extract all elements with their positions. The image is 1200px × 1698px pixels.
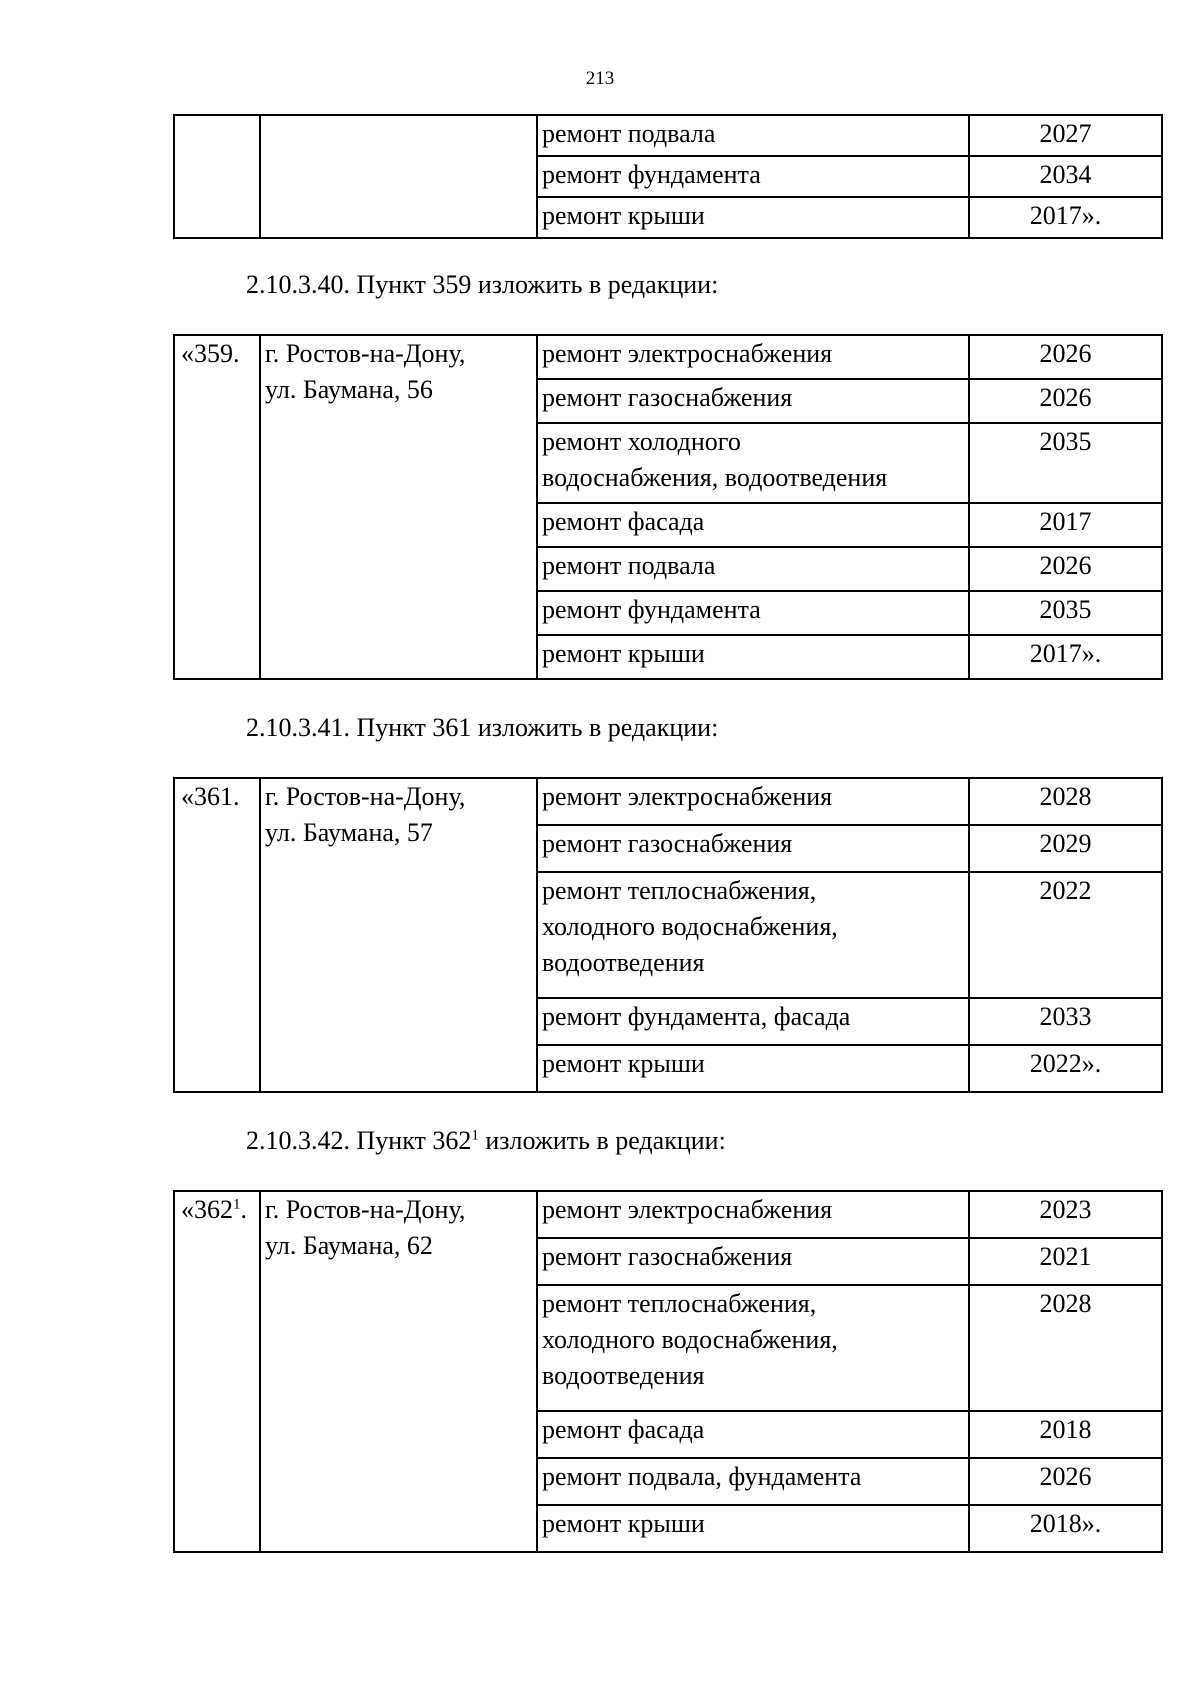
- work-line: водоснабжения, водоотведения: [542, 463, 888, 492]
- work-cell: ремонт крыши: [537, 197, 969, 238]
- work-cell: ремонт фасада: [537, 503, 969, 547]
- address-cell: [260, 778, 537, 1092]
- work-cell: ремонт подвала, фундамента: [537, 1458, 969, 1505]
- work-cell: ремонт газоснабжения: [537, 379, 969, 423]
- item-number-cell: «359.: [174, 335, 260, 679]
- work-line: холодного водоснабжения,: [542, 1325, 838, 1354]
- year-cell: 2033: [969, 998, 1162, 1045]
- table-row: [174, 115, 1162, 156]
- year-cell: 2028: [969, 778, 1162, 825]
- heading-superscript: 1: [471, 1127, 479, 1144]
- table-row: [174, 778, 1162, 825]
- work-cell: ремонт фундамента, фасада: [537, 998, 969, 1045]
- work-cell: [537, 1285, 969, 1411]
- address-line-2: ул. Баумана, 56: [265, 375, 433, 404]
- work-cell: ремонт крыши: [537, 635, 969, 679]
- work-line: ремонт холодного: [542, 427, 741, 456]
- year-cell: 2034: [969, 156, 1162, 197]
- work-cell: ремонт электроснабжения: [537, 335, 969, 379]
- heading-text: 2.10.3.42. Пункт 362: [246, 1126, 472, 1155]
- address-line-2: ул. Баумана, 57: [265, 818, 433, 847]
- work-cell: ремонт подвала: [537, 115, 969, 156]
- item-number-superscript: 1: [233, 1196, 241, 1213]
- work-line: холодного водоснабжения,: [542, 912, 838, 941]
- year-cell: 2018: [969, 1411, 1162, 1458]
- address-cell: [260, 1191, 537, 1552]
- page-number: 213: [585, 68, 615, 89]
- year-cell: 2026: [969, 335, 1162, 379]
- work-cell: ремонт крыши: [537, 1045, 969, 1092]
- heading-text: изложить в редакции:: [478, 1126, 726, 1155]
- year-cell: 2022: [969, 872, 1162, 998]
- table-continuation: [173, 114, 1163, 239]
- section-heading-362-1: [246, 1126, 726, 1156]
- item-number-cell: [174, 1191, 260, 1552]
- year-cell: 2035: [969, 423, 1162, 503]
- year-cell: 2028: [969, 1285, 1162, 1411]
- work-cell: ремонт электроснабжения: [537, 778, 969, 825]
- address-line-2: ул. Баумана, 62: [265, 1231, 433, 1260]
- work-cell: ремонт фасада: [537, 1411, 969, 1458]
- year-cell: 2021: [969, 1238, 1162, 1285]
- work-cell: [537, 423, 969, 503]
- year-cell: 2023: [969, 1191, 1162, 1238]
- table-row: [174, 1191, 1162, 1238]
- year-cell: 2026: [969, 379, 1162, 423]
- table-row: [174, 335, 1162, 379]
- table-item-361: [173, 777, 1163, 1093]
- year-cell: 2017: [969, 503, 1162, 547]
- year-cell: 2017».: [969, 635, 1162, 679]
- work-line: ремонт теплоснабжения,: [542, 876, 817, 905]
- section-heading-361: 2.10.3.41. Пункт 361 изложить в редакции:: [246, 713, 719, 742]
- item-number-text: .: [240, 1195, 247, 1224]
- work-cell: ремонт подвала: [537, 547, 969, 591]
- year-cell: 2026: [969, 1458, 1162, 1505]
- work-cell: ремонт электроснабжения: [537, 1191, 969, 1238]
- address-cell: [260, 335, 537, 679]
- work-cell: ремонт газоснабжения: [537, 825, 969, 872]
- work-line: водоотведения: [542, 1361, 705, 1390]
- work-cell: ремонт фундамента: [537, 156, 969, 197]
- work-line: водоотведения: [542, 948, 705, 977]
- address-line-1: г. Ростов-на-Дону,: [265, 339, 466, 368]
- year-cell: 2029: [969, 825, 1162, 872]
- work-cell: ремонт крыши: [537, 1505, 969, 1552]
- table-item-359: [173, 334, 1163, 680]
- work-cell: ремонт газоснабжения: [537, 1238, 969, 1285]
- work-cell: ремонт фундамента: [537, 591, 969, 635]
- address-line-1: г. Ростов-на-Дону,: [265, 782, 466, 811]
- year-cell: 2022».: [969, 1045, 1162, 1092]
- item-number-text: «362: [181, 1195, 233, 1224]
- year-cell: 2035: [969, 591, 1162, 635]
- year-cell: 2027: [969, 115, 1162, 156]
- work-cell: [537, 872, 969, 998]
- year-cell: 2018».: [969, 1505, 1162, 1552]
- item-number-cell: «361.: [174, 778, 260, 1092]
- address-cell: [260, 115, 537, 238]
- year-cell: 2026: [969, 547, 1162, 591]
- work-line: ремонт теплоснабжения,: [542, 1289, 817, 1318]
- item-number-cell: [174, 115, 260, 238]
- address-line-1: г. Ростов-на-Дону,: [265, 1195, 466, 1224]
- section-heading-359: 2.10.3.40. Пункт 359 изложить в редакции:: [246, 270, 719, 299]
- table-item-362-1: [173, 1190, 1163, 1553]
- year-cell: 2017».: [969, 197, 1162, 238]
